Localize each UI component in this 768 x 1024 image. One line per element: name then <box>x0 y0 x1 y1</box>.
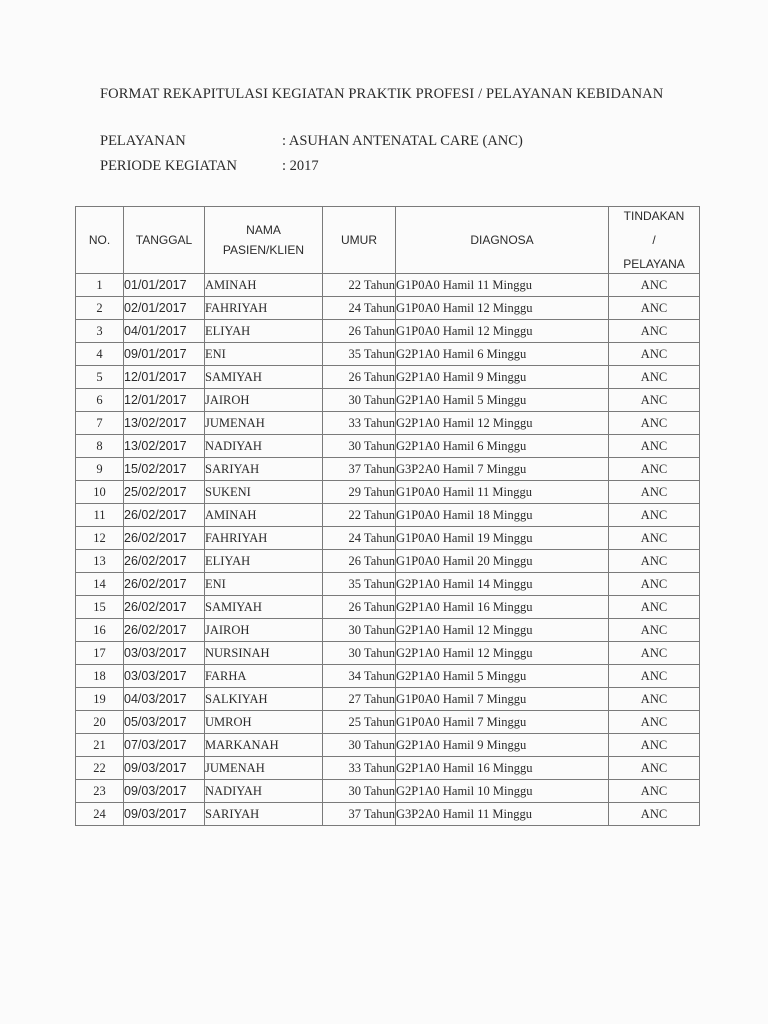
cell-patient-name: SARIYAH <box>205 458 323 481</box>
cell-no: 19 <box>76 688 124 711</box>
cell-diagnosis: G2P1A0 Hamil 14 Minggu <box>396 573 609 596</box>
cell-date: 04/01/2017 <box>124 320 205 343</box>
cell-patient-name: SARIYAH <box>205 803 323 826</box>
cell-no: 8 <box>76 435 124 458</box>
cell-action: ANC <box>609 320 700 343</box>
cell-diagnosis: G2P1A0 Hamil 5 Minggu <box>396 389 609 412</box>
cell-action: ANC <box>609 734 700 757</box>
cell-patient-name: FARHA <box>205 665 323 688</box>
cell-diagnosis: G2P1A0 Hamil 9 Minggu <box>396 366 609 389</box>
period-row <box>100 158 319 175</box>
cell-action: ANC <box>609 297 700 320</box>
cell-patient-name: ENI <box>205 343 323 366</box>
cell-no: 2 <box>76 297 124 320</box>
cell-action: ANC <box>609 665 700 688</box>
cell-diagnosis: G2P1A0 Hamil 12 Minggu <box>396 642 609 665</box>
table-row <box>76 803 700 826</box>
cell-diagnosis: G2P1A0 Hamil 12 Minggu <box>396 619 609 642</box>
table-row <box>76 412 700 435</box>
header-action-line2: / <box>652 233 656 247</box>
cell-patient-name: NADIYAH <box>205 435 323 458</box>
cell-diagnosis: G2P1A0 Hamil 16 Minggu <box>396 757 609 780</box>
cell-no: 3 <box>76 320 124 343</box>
table-row <box>76 780 700 803</box>
cell-age: 37 Tahun <box>323 458 396 481</box>
cell-age: 26 Tahun <box>323 596 396 619</box>
cell-date: 26/02/2017 <box>124 527 205 550</box>
cell-action: ANC <box>609 458 700 481</box>
cell-diagnosis: G1P0A0 Hamil 11 Minggu <box>396 481 609 504</box>
cell-date: 13/02/2017 <box>124 435 205 458</box>
cell-action: ANC <box>609 274 700 297</box>
cell-age: 26 Tahun <box>323 320 396 343</box>
cell-action: ANC <box>609 435 700 458</box>
cell-diagnosis: G2P1A0 Hamil 6 Minggu <box>396 435 609 458</box>
cell-date: 12/01/2017 <box>124 366 205 389</box>
cell-diagnosis: G1P0A0 Hamil 12 Minggu <box>396 297 609 320</box>
cell-age: 25 Tahun <box>323 711 396 734</box>
cell-diagnosis: G2P1A0 Hamil 5 Minggu <box>396 665 609 688</box>
cell-date: 09/01/2017 <box>124 343 205 366</box>
recap-table <box>75 206 700 826</box>
header-age: UMUR <box>323 207 396 274</box>
header-no: NO. <box>76 207 124 274</box>
cell-diagnosis: G1P0A0 Hamil 18 Minggu <box>396 504 609 527</box>
header-action-line1: TINDAKAN <box>623 209 685 223</box>
cell-patient-name: SUKENI <box>205 481 323 504</box>
cell-diagnosis: G1P0A0 Hamil 7 Minggu <box>396 688 609 711</box>
cell-no: 14 <box>76 573 124 596</box>
header-date: TANGGAL <box>124 207 205 274</box>
cell-patient-name: FAHRIYAH <box>205 297 323 320</box>
cell-action: ANC <box>609 527 700 550</box>
table-row <box>76 366 700 389</box>
cell-no: 20 <box>76 711 124 734</box>
cell-date: 09/03/2017 <box>124 803 205 826</box>
cell-action: ANC <box>609 619 700 642</box>
cell-action: ANC <box>609 343 700 366</box>
cell-date: 02/01/2017 <box>124 297 205 320</box>
cell-age: 35 Tahun <box>323 573 396 596</box>
period-label: PERIODE KEGIATAN <box>100 158 237 174</box>
cell-age: 30 Tahun <box>323 435 396 458</box>
cell-no: 17 <box>76 642 124 665</box>
cell-no: 24 <box>76 803 124 826</box>
cell-date: 07/03/2017 <box>124 734 205 757</box>
cell-patient-name: AMINAH <box>205 504 323 527</box>
cell-date: 09/03/2017 <box>124 780 205 803</box>
cell-action: ANC <box>609 573 700 596</box>
table-row <box>76 343 700 366</box>
cell-age: 26 Tahun <box>323 366 396 389</box>
cell-age: 30 Tahun <box>323 389 396 412</box>
cell-diagnosis: G2P1A0 Hamil 6 Minggu <box>396 343 609 366</box>
cell-date: 01/01/2017 <box>124 274 205 297</box>
header-action-line3: PELAYANA <box>623 257 685 271</box>
table-row <box>76 435 700 458</box>
table-row <box>76 274 700 297</box>
cell-patient-name: NADIYAH <box>205 780 323 803</box>
cell-diagnosis: G1P0A0 Hamil 19 Minggu <box>396 527 609 550</box>
cell-action: ANC <box>609 780 700 803</box>
cell-patient-name: MARKANAH <box>205 734 323 757</box>
cell-patient-name: FAHRIYAH <box>205 527 323 550</box>
header-name-line2: PASIEN/KLIEN <box>222 243 305 257</box>
cell-age: 22 Tahun <box>323 504 396 527</box>
cell-age: 34 Tahun <box>323 665 396 688</box>
table-row <box>76 734 700 757</box>
cell-age: 30 Tahun <box>323 642 396 665</box>
cell-patient-name: AMINAH <box>205 274 323 297</box>
table-row <box>76 320 700 343</box>
cell-action: ANC <box>609 803 700 826</box>
cell-action: ANC <box>609 412 700 435</box>
cell-age: 33 Tahun <box>323 757 396 780</box>
cell-patient-name: ELIYAH <box>205 550 323 573</box>
cell-age: 37 Tahun <box>323 803 396 826</box>
cell-date: 12/01/2017 <box>124 389 205 412</box>
cell-patient-name: JUMENAH <box>205 412 323 435</box>
table-row <box>76 757 700 780</box>
cell-patient-name: JAIROH <box>205 389 323 412</box>
table-row <box>76 527 700 550</box>
cell-age: 35 Tahun <box>323 343 396 366</box>
cell-date: 26/02/2017 <box>124 596 205 619</box>
cell-patient-name: JAIROH <box>205 619 323 642</box>
cell-diagnosis: G2P1A0 Hamil 12 Minggu <box>396 412 609 435</box>
header-name <box>205 207 323 274</box>
cell-patient-name: JUMENAH <box>205 757 323 780</box>
cell-age: 30 Tahun <box>323 780 396 803</box>
cell-no: 22 <box>76 757 124 780</box>
cell-patient-name: SAMIYAH <box>205 596 323 619</box>
cell-no: 7 <box>76 412 124 435</box>
cell-date: 13/02/2017 <box>124 412 205 435</box>
table-body <box>76 274 700 826</box>
table-row <box>76 550 700 573</box>
table-row <box>76 389 700 412</box>
cell-age: 22 Tahun <box>323 274 396 297</box>
service-label: PELAYANAN <box>100 133 186 149</box>
cell-diagnosis: G2P1A0 Hamil 10 Minggu <box>396 780 609 803</box>
cell-action: ANC <box>609 481 700 504</box>
cell-no: 23 <box>76 780 124 803</box>
document-title: FORMAT REKAPITULASI KEGIATAN PRAKTIK PROFESI / PELAYANAN KEBIDANAN <box>100 86 664 102</box>
cell-diagnosis: G1P0A0 Hamil 7 Minggu <box>396 711 609 734</box>
header-diagnosis: DIAGNOSA <box>396 207 609 274</box>
cell-action: ANC <box>609 504 700 527</box>
table-row <box>76 619 700 642</box>
cell-no: 13 <box>76 550 124 573</box>
cell-diagnosis: G1P0A0 Hamil 20 Minggu <box>396 550 609 573</box>
cell-action: ANC <box>609 596 700 619</box>
cell-date: 05/03/2017 <box>124 711 205 734</box>
table-row <box>76 596 700 619</box>
service-row <box>100 133 523 150</box>
period-value: : 2017 <box>282 158 319 174</box>
header-name-line1: NAMA <box>246 223 281 237</box>
cell-age: 30 Tahun <box>323 619 396 642</box>
cell-no: 11 <box>76 504 124 527</box>
cell-date: 26/02/2017 <box>124 573 205 596</box>
cell-no: 15 <box>76 596 124 619</box>
cell-action: ANC <box>609 688 700 711</box>
cell-diagnosis: G2P1A0 Hamil 16 Minggu <box>396 596 609 619</box>
cell-date: 03/03/2017 <box>124 642 205 665</box>
header-action <box>609 207 700 274</box>
cell-action: ANC <box>609 389 700 412</box>
cell-diagnosis: G2P1A0 Hamil 9 Minggu <box>396 734 609 757</box>
cell-action: ANC <box>609 711 700 734</box>
cell-date: 03/03/2017 <box>124 665 205 688</box>
cell-action: ANC <box>609 757 700 780</box>
cell-no: 12 <box>76 527 124 550</box>
cell-age: 27 Tahun <box>323 688 396 711</box>
cell-action: ANC <box>609 550 700 573</box>
cell-action: ANC <box>609 642 700 665</box>
cell-no: 6 <box>76 389 124 412</box>
cell-no: 21 <box>76 734 124 757</box>
table-row <box>76 504 700 527</box>
cell-age: 33 Tahun <box>323 412 396 435</box>
cell-age: 30 Tahun <box>323 734 396 757</box>
table-row <box>76 573 700 596</box>
table-row <box>76 665 700 688</box>
cell-action: ANC <box>609 366 700 389</box>
cell-patient-name: SALKIYAH <box>205 688 323 711</box>
cell-age: 29 Tahun <box>323 481 396 504</box>
cell-patient-name: NURSINAH <box>205 642 323 665</box>
cell-no: 18 <box>76 665 124 688</box>
cell-patient-name: ENI <box>205 573 323 596</box>
table-row <box>76 458 700 481</box>
table-row <box>76 297 700 320</box>
table-row <box>76 481 700 504</box>
cell-diagnosis: G3P2A0 Hamil 11 Minggu <box>396 803 609 826</box>
cell-no: 16 <box>76 619 124 642</box>
cell-no: 4 <box>76 343 124 366</box>
cell-date: 25/02/2017 <box>124 481 205 504</box>
cell-no: 9 <box>76 458 124 481</box>
table-row <box>76 642 700 665</box>
cell-date: 26/02/2017 <box>124 504 205 527</box>
cell-age: 26 Tahun <box>323 550 396 573</box>
cell-diagnosis: G1P0A0 Hamil 12 Minggu <box>396 320 609 343</box>
cell-no: 5 <box>76 366 124 389</box>
cell-date: 26/02/2017 <box>124 550 205 573</box>
service-value: : ASUHAN ANTENATAL CARE (ANC) <box>282 133 523 149</box>
cell-patient-name: ELIYAH <box>205 320 323 343</box>
cell-patient-name: UMROH <box>205 711 323 734</box>
cell-age: 24 Tahun <box>323 527 396 550</box>
cell-date: 15/02/2017 <box>124 458 205 481</box>
cell-date: 09/03/2017 <box>124 757 205 780</box>
cell-date: 26/02/2017 <box>124 619 205 642</box>
cell-age: 24 Tahun <box>323 297 396 320</box>
table-header <box>76 207 700 274</box>
cell-patient-name: SAMIYAH <box>205 366 323 389</box>
cell-no: 1 <box>76 274 124 297</box>
table-row <box>76 688 700 711</box>
cell-date: 04/03/2017 <box>124 688 205 711</box>
table-row <box>76 711 700 734</box>
cell-no: 10 <box>76 481 124 504</box>
cell-diagnosis: G3P2A0 Hamil 7 Minggu <box>396 458 609 481</box>
cell-diagnosis: G1P0A0 Hamil 11 Minggu <box>396 274 609 297</box>
